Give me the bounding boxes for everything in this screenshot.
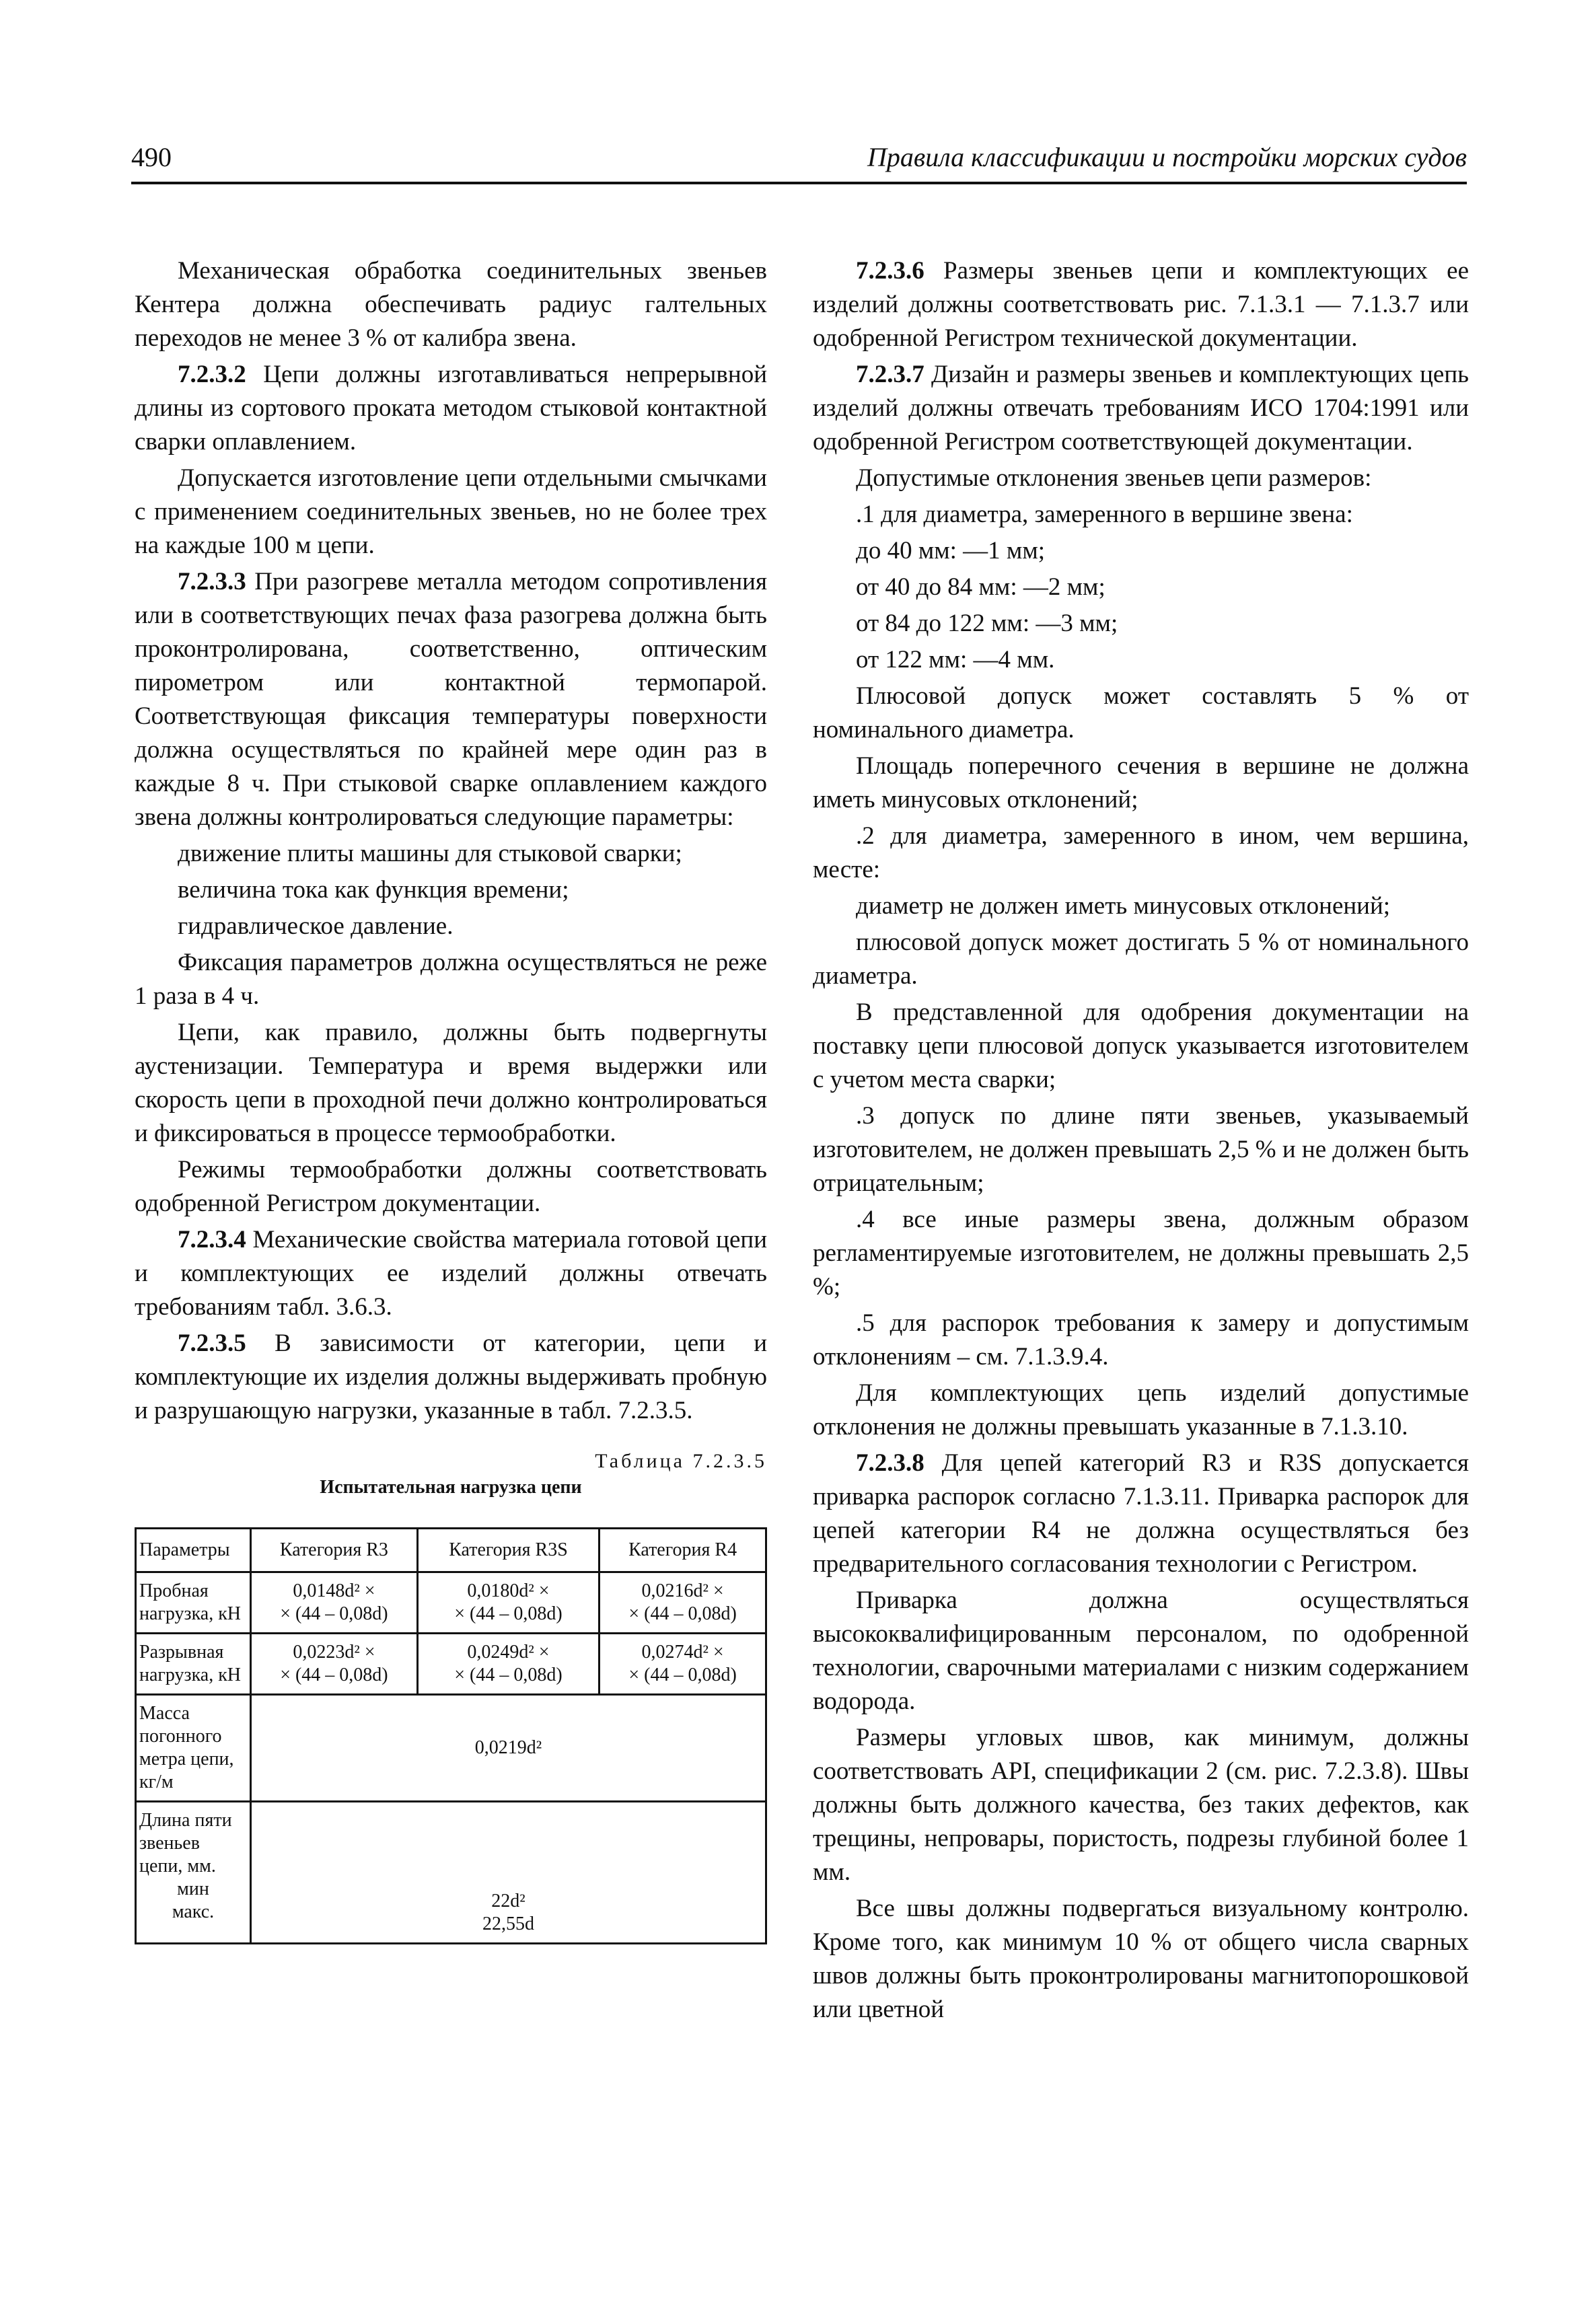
table-cell [251,1572,418,1634]
right-column [813,254,1469,2029]
paragraph-text: При разогреве металла методом сопротивления или в соответствующих печах фаза разогрева должна быть проконтролирована, соответственно, оптическим пирометром или контактной термопарой. Соответствующая фиксация температуры поверхности должна осуществляться по крайней мере один раз в каждые 8 ч. При стыковой сварке оплавлением каждого звена должны контролироваться следующие параметры: [135,568,767,831]
table-param-cell [136,1802,251,1944]
paragraph: .3 допуск по длине пяти звеньев, указываемый изготовителем, не должен превышать 2,5 % и не должен быть отрицательным; [813,1102,1469,1197]
param-sublabel: мин [177,1879,209,1899]
length-max-value: 22,55d [482,1913,534,1934]
list-item: величина тока как функция времени; [178,876,569,904]
paragraph: Допускается изготовление цепи отдельными смычками с применением соединительных звеньев, но не более трех на каждые 100 м цепи. [135,464,767,559]
tolerance-item: от 40 до 84 мм: —2 мм; [856,573,1105,601]
table-row [136,1695,766,1802]
paragraph: Площадь поперечного сечения в вершине не должна иметь минусовых отклонений; [813,752,1469,813]
clause-number: 7.2.3.6 [856,257,924,285]
table-cell [417,1634,599,1695]
clause-number: 7.2.3.5 [178,1329,246,1357]
test-load-table [135,1527,767,1944]
paragraph-text: Механические свойства материала готовой цепи и комплектующих ее изделий должны отвечать требованиям табл. 3.6.3. [135,1226,767,1321]
table-cell [600,1572,766,1634]
clause-number: 7.2.3.4 [178,1226,246,1253]
param-label: Длина пяти звеньев цепи, мм. [139,1810,232,1876]
formula-line: 0,0223d² × [293,1642,375,1663]
table-param-cell: Пробная нагрузка, кН [136,1572,251,1634]
table-header-cell: Категория R4 [600,1529,766,1572]
table-title: Испытательная нагрузка цепи [320,1477,582,1498]
paragraph: Размеры угловых швов, как минимум, должны соответствовать API, спецификации 2 (см. рис. 7.2.3.8). Швы должны быть должного качества, без таких дефектов, как трещины, непровары, пористость, подрезы глубиной более 1 мм. [813,1724,1469,1886]
table-caption: Таблица 7.2.3.5 [595,1450,767,1472]
paragraph: .5 для распорок требования к замеру и допустимым отклонениям – см. 7.1.3.9.4. [813,1309,1469,1371]
table-row [136,1572,766,1634]
paragraph-7-2-3-7 [813,358,1469,459]
table-row [136,1802,766,1944]
table-cell [417,1572,599,1634]
paragraph: Приварка должна осуществляться высококвалифицированным персоналом, по одобренной технологии, сварочными материалами с низким содержанием водорода. [813,1587,1469,1715]
paragraph-text: Дизайн и размеры звеньев и комплектующих цепь изделий должны отвечать требованиям ИСО 1704:1991 или одобренной Регистром соответствующей документации. [813,361,1469,455]
table-cell [251,1634,418,1695]
paragraph-text: Размеры звеньев цепи и комплектующих ее изделий должны соответствовать рис. 7.1.3.1 — 7.1.3.7 или одобренной Регистром технической документации. [813,257,1470,352]
tolerance-item: до 40 мм: —1 мм; [856,537,1046,564]
paragraph: Все швы должны подвергаться визуальному контролю. Кроме того, как минимум 10 % от общего числа сварных швов должны быть проконтролированы магнитопорошковой или цветной [813,1895,1469,2023]
formula-line: 0,0249d² × [467,1642,550,1663]
tolerance-item: от 84 до 122 мм: —3 мм; [856,610,1118,637]
paragraph: Плюсовой допуск может составлять 5 % от номинального диаметра. [813,682,1469,743]
formula-line: × (44 – 0,08d) [628,1603,737,1624]
paragraph: Механическая обработка соединительных звеньев Кентера должна обеспечивать радиус галтельных переходов не менее 3 % от калибра звена. [135,257,767,352]
paragraph: .4 все иные размеры звена, должным образом регламентируемые изготовителем, не должны превышать 2,5 %; [813,1206,1469,1301]
paragraph: Допустимые отклонения звеньев цепи размеров: [856,464,1372,492]
paragraph-text: В зависимости от категории, цепи и комплектующие их изделия должны выдерживать пробную и разрушающую нагрузки, указанные в табл. 7.2.3.5. [135,1329,767,1424]
formula-line: × (44 – 0,08d) [454,1603,563,1624]
clause-number: 7.2.3.7 [856,361,924,388]
formula-line: 0,0180d² × [467,1580,550,1601]
clause-number: 7.2.3.8 [856,1449,924,1477]
paragraph: плюсовой допуск может достигать 5 % от номинального диаметра. [813,928,1469,990]
table-param-cell: Разрывная нагрузка, кН [136,1634,251,1695]
page-number: 490 [131,142,172,172]
table-row [136,1634,766,1695]
paragraph-7-2-3-5 [135,1327,767,1428]
table-cell: 0,0219d² [251,1695,766,1802]
formula-line: × (44 – 0,08d) [454,1665,563,1685]
table-param-cell: Масса погонного метра цепи, кг/м [136,1695,251,1802]
formula-line: × (44 – 0,08d) [280,1603,388,1624]
left-column [135,254,767,1944]
paragraph: Для комплектующих цепь изделий допустимые отклонения не должны превышать указанные в 7.1.3.10. [813,1379,1469,1441]
table-header-cell: Категория R3 [251,1529,418,1572]
table-header-row [136,1529,766,1572]
formula-line: × (44 – 0,08d) [628,1665,737,1685]
paragraph-7-2-3-8 [813,1447,1469,1581]
list-item: гидравлическое давление. [178,912,454,940]
paragraph-7-2-3-2 [135,358,767,459]
paragraph: Режимы термообработки должны соответствовать одобренной Регистром документации. [135,1156,767,1217]
formula-line: 0,0148d² × [293,1580,375,1601]
paragraph: Фиксация параметров должна осуществляться не реже 1 раза в 4 ч. [135,949,767,1010]
table-cell [600,1634,766,1695]
paragraph: диаметр не должен иметь минусовых отклонений; [856,892,1391,920]
formula-line: 0,0216d² × [641,1580,724,1601]
length-min-value: 22d² [491,1891,525,1911]
formula-line: × (44 – 0,08d) [280,1665,388,1685]
page-header [131,140,1467,184]
paragraph: .2 для диаметра, замеренного в ином, чем вершина, месте: [813,822,1469,883]
paragraph: В представленной для одобрения документации на поставку цепи плюсовой допуск указывается изготовителем с учетом места сварки; [813,998,1469,1093]
paragraph-text: Цепи должны изготавливаться непрерывной длины из сортового проката методом стыковой контактной сварки оплавлением. [135,361,767,455]
formula-line: 0,0274d² × [641,1642,724,1663]
table-header-cell: Параметры [136,1529,251,1572]
param-sublabel: макс. [172,1901,215,1922]
paragraph-7-2-3-6 [813,254,1469,355]
table-cell [251,1802,766,1944]
clause-number: 7.2.3.2 [178,361,246,388]
list-item: движение плиты машины для стыковой сварки; [178,840,682,867]
paragraph-text: Для цепей категорий R3 и R3S допускается приварка распорок согласно 7.1.3.11. Приварка распорок для цепей категории R4 не должна осуществляться без предварительного согласования технологии с Регистром. [813,1449,1470,1578]
paragraph-7-2-3-4 [135,1223,767,1324]
running-title: Правила классификации и постройки морских судов [867,142,1467,172]
paragraph: Цепи, как правило, должны быть подвергнуты аустенизации. Температура и время выдержки или скорость цепи в проходной печи должно контролироваться и фиксироваться в процессе термообработки. [135,1019,767,1147]
table-header-cell: Категория R3S [417,1529,599,1572]
tolerance-item: от 122 мм: —4 мм. [856,646,1055,673]
paragraph-7-2-3-3 [135,565,767,834]
clause-number: 7.2.3.3 [178,568,246,595]
paragraph: .1 для диаметра, замеренного в вершине звена: [856,501,1353,528]
